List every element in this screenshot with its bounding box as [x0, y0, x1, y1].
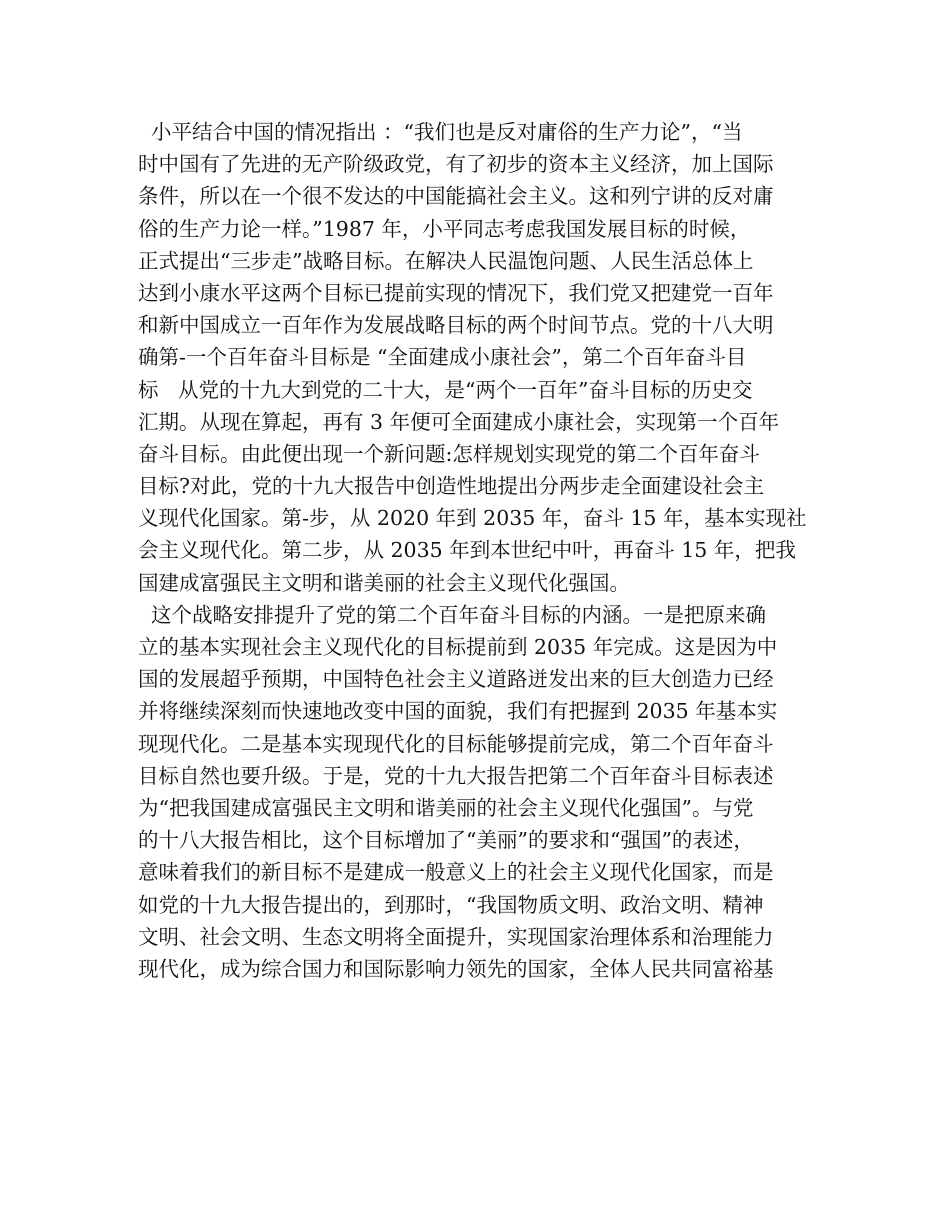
text-line: 时中国有了先进的无产阶级政党，有了初步的资本主义经济，加上国际 — [138, 152, 774, 177]
text-line: 小平结合中国的情况指出 ：“我们也是反对庸俗的生产力论”，“当 — [138, 120, 743, 144]
text-line: 目标?对此，党的十九大报告中创造性地提出分两步走全面建设社会主 — [138, 474, 764, 499]
text-line: 条件，所以在一个很不发达的中国能搞社会主义。这和列宁讲的反对庸 — [138, 184, 774, 209]
text-line: 标 从党的十九大到党的二十大，是“两个一百年”奋斗目标的历史交 — [138, 377, 753, 402]
text-line: 奋斗目标。由此便出现一个新问题:怎样规划实现党的第二个百年奋斗 — [138, 441, 760, 466]
text-line: 确第-一个百年奋斗目标是 “全面建成小康社会”，第二个百年奋斗目 — [138, 345, 747, 370]
text-line: 文明、社会文明、生态文明将全面提升，实现国家治理体系和治理能力 — [138, 924, 774, 949]
text-line: 立的基本实现社会主义现代化的目标提前到 2035 年完成。这是因为中 — [138, 635, 778, 659]
text-line: 达到小康水平这两个目标已提前实现的情况下，我们党又把建党一百年 — [138, 280, 774, 305]
text-line: 义现代化国家。第-步，从 2020 年到 2035 年，奋斗 15 年，基本实现社 — [138, 506, 807, 531]
text-line: 国的发展超乎预期，中国特色社会主义道路迸发出来的巨大创造力已经 — [138, 667, 774, 692]
text-line: 如党的十九大报告提出的，到那时，“我国物质文明、政治文明、精神 — [138, 892, 764, 917]
text-line: 的十八大报告相比，这个目标增加了“美丽”的要求和“强国”的表述， — [138, 828, 754, 853]
text-line: 和新中国成立一百年作为发展战略目标的两个时间节点。党的十八大明 — [138, 313, 774, 338]
text-line: 现现代化。二是基本实现现代化的目标能够提前完成，第二个百年奋斗 — [138, 731, 774, 756]
text-line: 目标自然也要升级。于是，党的十九大报告把第二个百年奋斗目标表述 — [138, 763, 774, 788]
text-line: 意味着我们的新目标不是建成一般意义上的社会主义现代化国家，而是 — [138, 860, 774, 885]
text-line: 这个战略安排提升了党的第二个百年奋斗目标的内涵。一是把原来确 — [138, 602, 767, 627]
text-line: 为“把我国建成富强民主文明和谐美丽的社会主义现代化强国”。与党 — [138, 795, 754, 820]
text-line: 国建成富强民主文明和谐美丽的社会主义现代化强国。 — [138, 570, 630, 595]
text-line: 现代化，成为综合国力和国际影响力领先的国家，全体人民共同富裕基 — [138, 956, 774, 981]
text-line: 会主义现代化。第二步，从 2035 年到本世纪中叶，再奋斗 15 年，把我 — [138, 538, 796, 563]
text-line: 并将继续深刻而快速地改变中国的面貌，我们有把握到 2035 年基本实 — [138, 699, 778, 724]
text-line: 汇期。从现在算起，再有 3 年便可全面建成小康社会，实现第一个百年 — [138, 409, 780, 434]
text-line: 正式提出“三步走”战略目标。在解决人民温饱问题、人民生活总体上 — [138, 248, 754, 273]
text-line: 俗的生产力论一样。”1987 年，小平同志考虑我国发展目标的时候， — [138, 216, 751, 241]
body-text — [138, 116, 828, 985]
